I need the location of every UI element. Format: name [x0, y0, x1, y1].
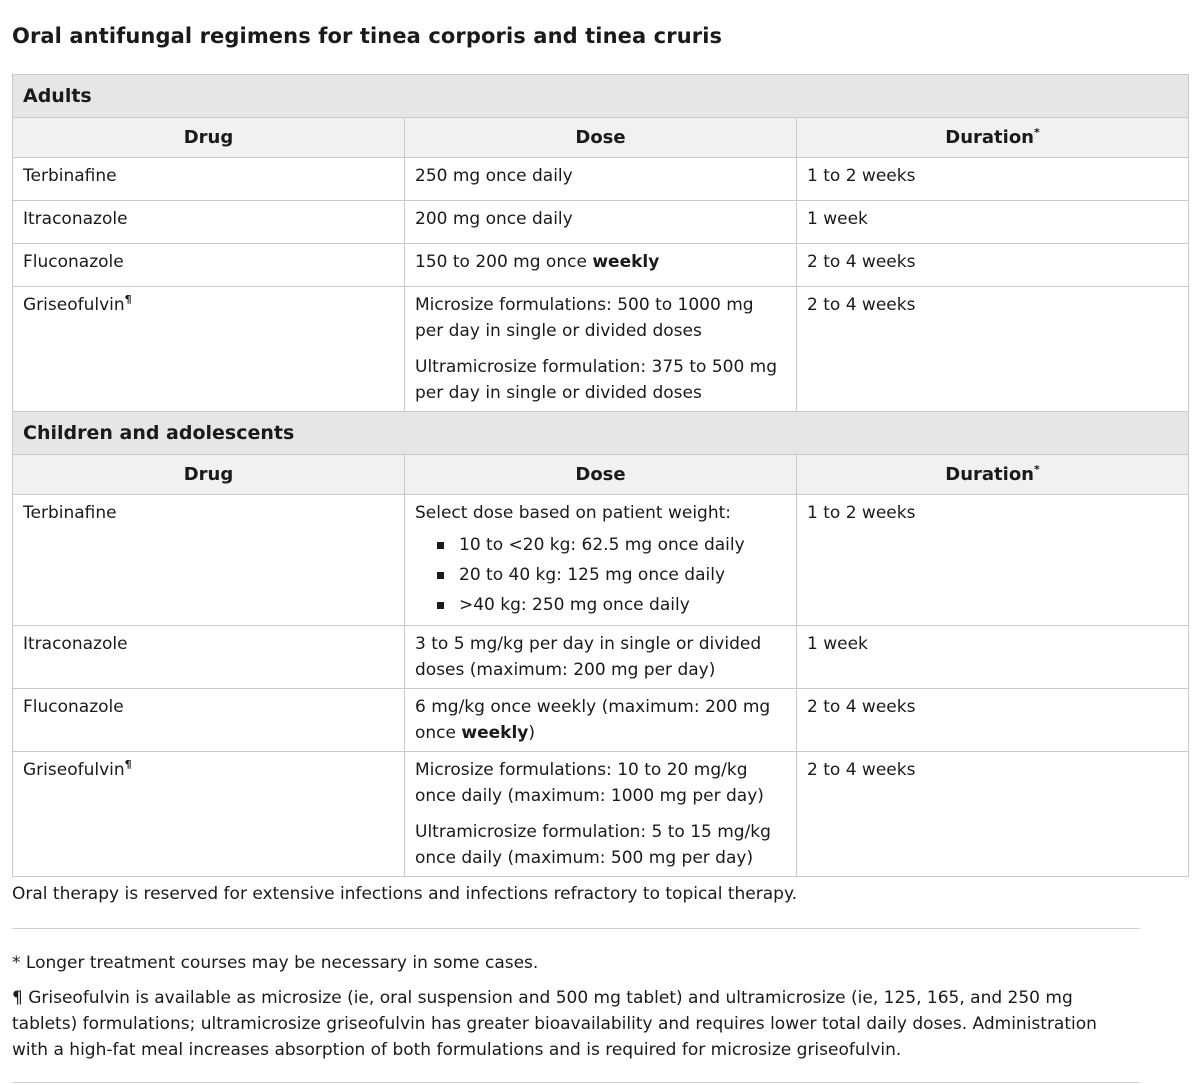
list-item: [437, 530, 786, 560]
dose-cell: 250 mg once daily: [405, 158, 797, 201]
dose-cell: 3 to 5 mg/kg per day in single or divided doses (maximum: 200 mg per day): [405, 626, 797, 689]
dose-cell: [405, 495, 797, 626]
column-header-drug: Drug: [13, 118, 405, 158]
table-row: [13, 201, 1189, 244]
drug-cell: Fluconazole: [13, 689, 405, 752]
duration-cell: 2 to 4 weeks: [797, 244, 1189, 287]
dose-text: 150 to 200 mg once: [415, 252, 593, 272]
duration-cell: 2 to 4 weeks: [797, 689, 1189, 752]
list-item-text: 20 to 40 kg: 125 mg once daily: [459, 565, 726, 585]
duration-cell: 2 to 4 weeks: [797, 752, 1189, 877]
drug-cell: Itraconazole: [13, 201, 405, 244]
dose-cell: [405, 689, 797, 752]
drug-cell: Itraconazole: [13, 626, 405, 689]
page-title: Oral antifungal regimens for tinea corporis and tinea cruris: [12, 24, 723, 48]
footnote-mark-star: *: [1034, 462, 1040, 476]
section-label: Adults: [13, 75, 1189, 118]
dose-cell: 200 mg once daily: [405, 201, 797, 244]
column-header-duration: [797, 455, 1189, 495]
divider: [12, 928, 1140, 929]
dose-paragraph: Microsize formulations: 10 to 20 mg/kg once daily (maximum: 1000 mg per day): [415, 760, 764, 806]
duration-cell: 2 to 4 weeks: [797, 287, 1189, 412]
dose-paragraph: Microsize formulations: 500 to 1000 mg per day in single or divided doses: [415, 295, 754, 341]
drug-name: Griseofulvin: [23, 760, 125, 780]
dose-cell: [405, 752, 797, 877]
column-header-dose: Dose: [405, 455, 797, 495]
dose-emphasis: weekly: [461, 723, 529, 743]
dose-emphasis: weekly: [592, 252, 660, 272]
square-bullet-icon: [437, 602, 444, 609]
duration-cell: 1 week: [797, 201, 1189, 244]
footnote-mark-star: *: [1034, 125, 1040, 139]
dose-cell: [405, 244, 797, 287]
list-item: [437, 590, 786, 620]
list-item-text: >40 kg: 250 mg once daily: [459, 595, 690, 615]
footnote-mark-pilcrow: ¶: [124, 758, 132, 771]
column-header-row: [13, 118, 1189, 158]
table-row: [13, 689, 1189, 752]
section-header-children: [13, 412, 1189, 455]
column-header-duration: [797, 118, 1189, 158]
footnote-mark-pilcrow: ¶: [124, 293, 132, 306]
table-row: [13, 626, 1189, 689]
column-header-drug: Drug: [13, 455, 405, 495]
drug-cell: Terbinafine: [13, 158, 405, 201]
drug-name: Griseofulvin: [23, 295, 125, 315]
drug-cell: [13, 287, 405, 412]
dose-intro: Select dose based on patient weight:: [415, 503, 732, 523]
column-header-dose: Dose: [405, 118, 797, 158]
duration-cell: 1 to 2 weeks: [797, 158, 1189, 201]
section-label: Children and adolescents: [13, 412, 1189, 455]
table-row: [13, 158, 1189, 201]
drug-cell: [13, 752, 405, 877]
table-row: [13, 287, 1189, 412]
duration-label: Duration: [945, 126, 1034, 148]
drug-cell: Terbinafine: [13, 495, 405, 626]
square-bullet-icon: [437, 542, 444, 549]
divider: [12, 1082, 1140, 1083]
dose-paragraph: Ultramicrosize formulation: 375 to 500 mg per day in single or divided doses: [415, 357, 778, 403]
oral-therapy-note: Oral therapy is reserved for extensive infections and infections refractory to topical therapy.: [12, 884, 797, 904]
dose-text-end: ): [528, 723, 536, 743]
list-item: [437, 560, 786, 590]
footnote-pilcrow: ¶ Griseofulvin is available as microsize (ie, oral suspension and 500 mg tablet) and ultramicrosize (ie, 125, 165, and 250 mg tablets) formulations; ultramicrosize griseofulvin has greater bioavailability and requires lower total daily doses. Administration with a high-fat meal increases absorption of both formulations and is required for microsize griseofulvin.: [12, 988, 1097, 1060]
column-header-row: [13, 455, 1189, 495]
list-item-text: 10 to <20 kg: 62.5 mg once daily: [459, 535, 745, 555]
dose-paragraph: Ultramicrosize formulation: 5 to 15 mg/kg once daily (maximum: 500 mg per day): [415, 822, 771, 868]
square-bullet-icon: [437, 572, 444, 579]
weight-dose-list: [415, 530, 786, 620]
footnote-star: * Longer treatment courses may be necessary in some cases.: [12, 953, 539, 973]
regimen-table: [12, 74, 1189, 877]
duration-cell: 1 to 2 weeks: [797, 495, 1189, 626]
table-row: [13, 244, 1189, 287]
dose-text: 6 mg/kg once weekly (maximum: 200 mg once: [415, 697, 771, 743]
duration-label: Duration: [945, 463, 1034, 485]
table-row: [13, 752, 1189, 877]
section-header-adults: [13, 75, 1189, 118]
drug-cell: Fluconazole: [13, 244, 405, 287]
table-row: [13, 495, 1189, 626]
dose-cell: [405, 287, 797, 412]
duration-cell: 1 week: [797, 626, 1189, 689]
